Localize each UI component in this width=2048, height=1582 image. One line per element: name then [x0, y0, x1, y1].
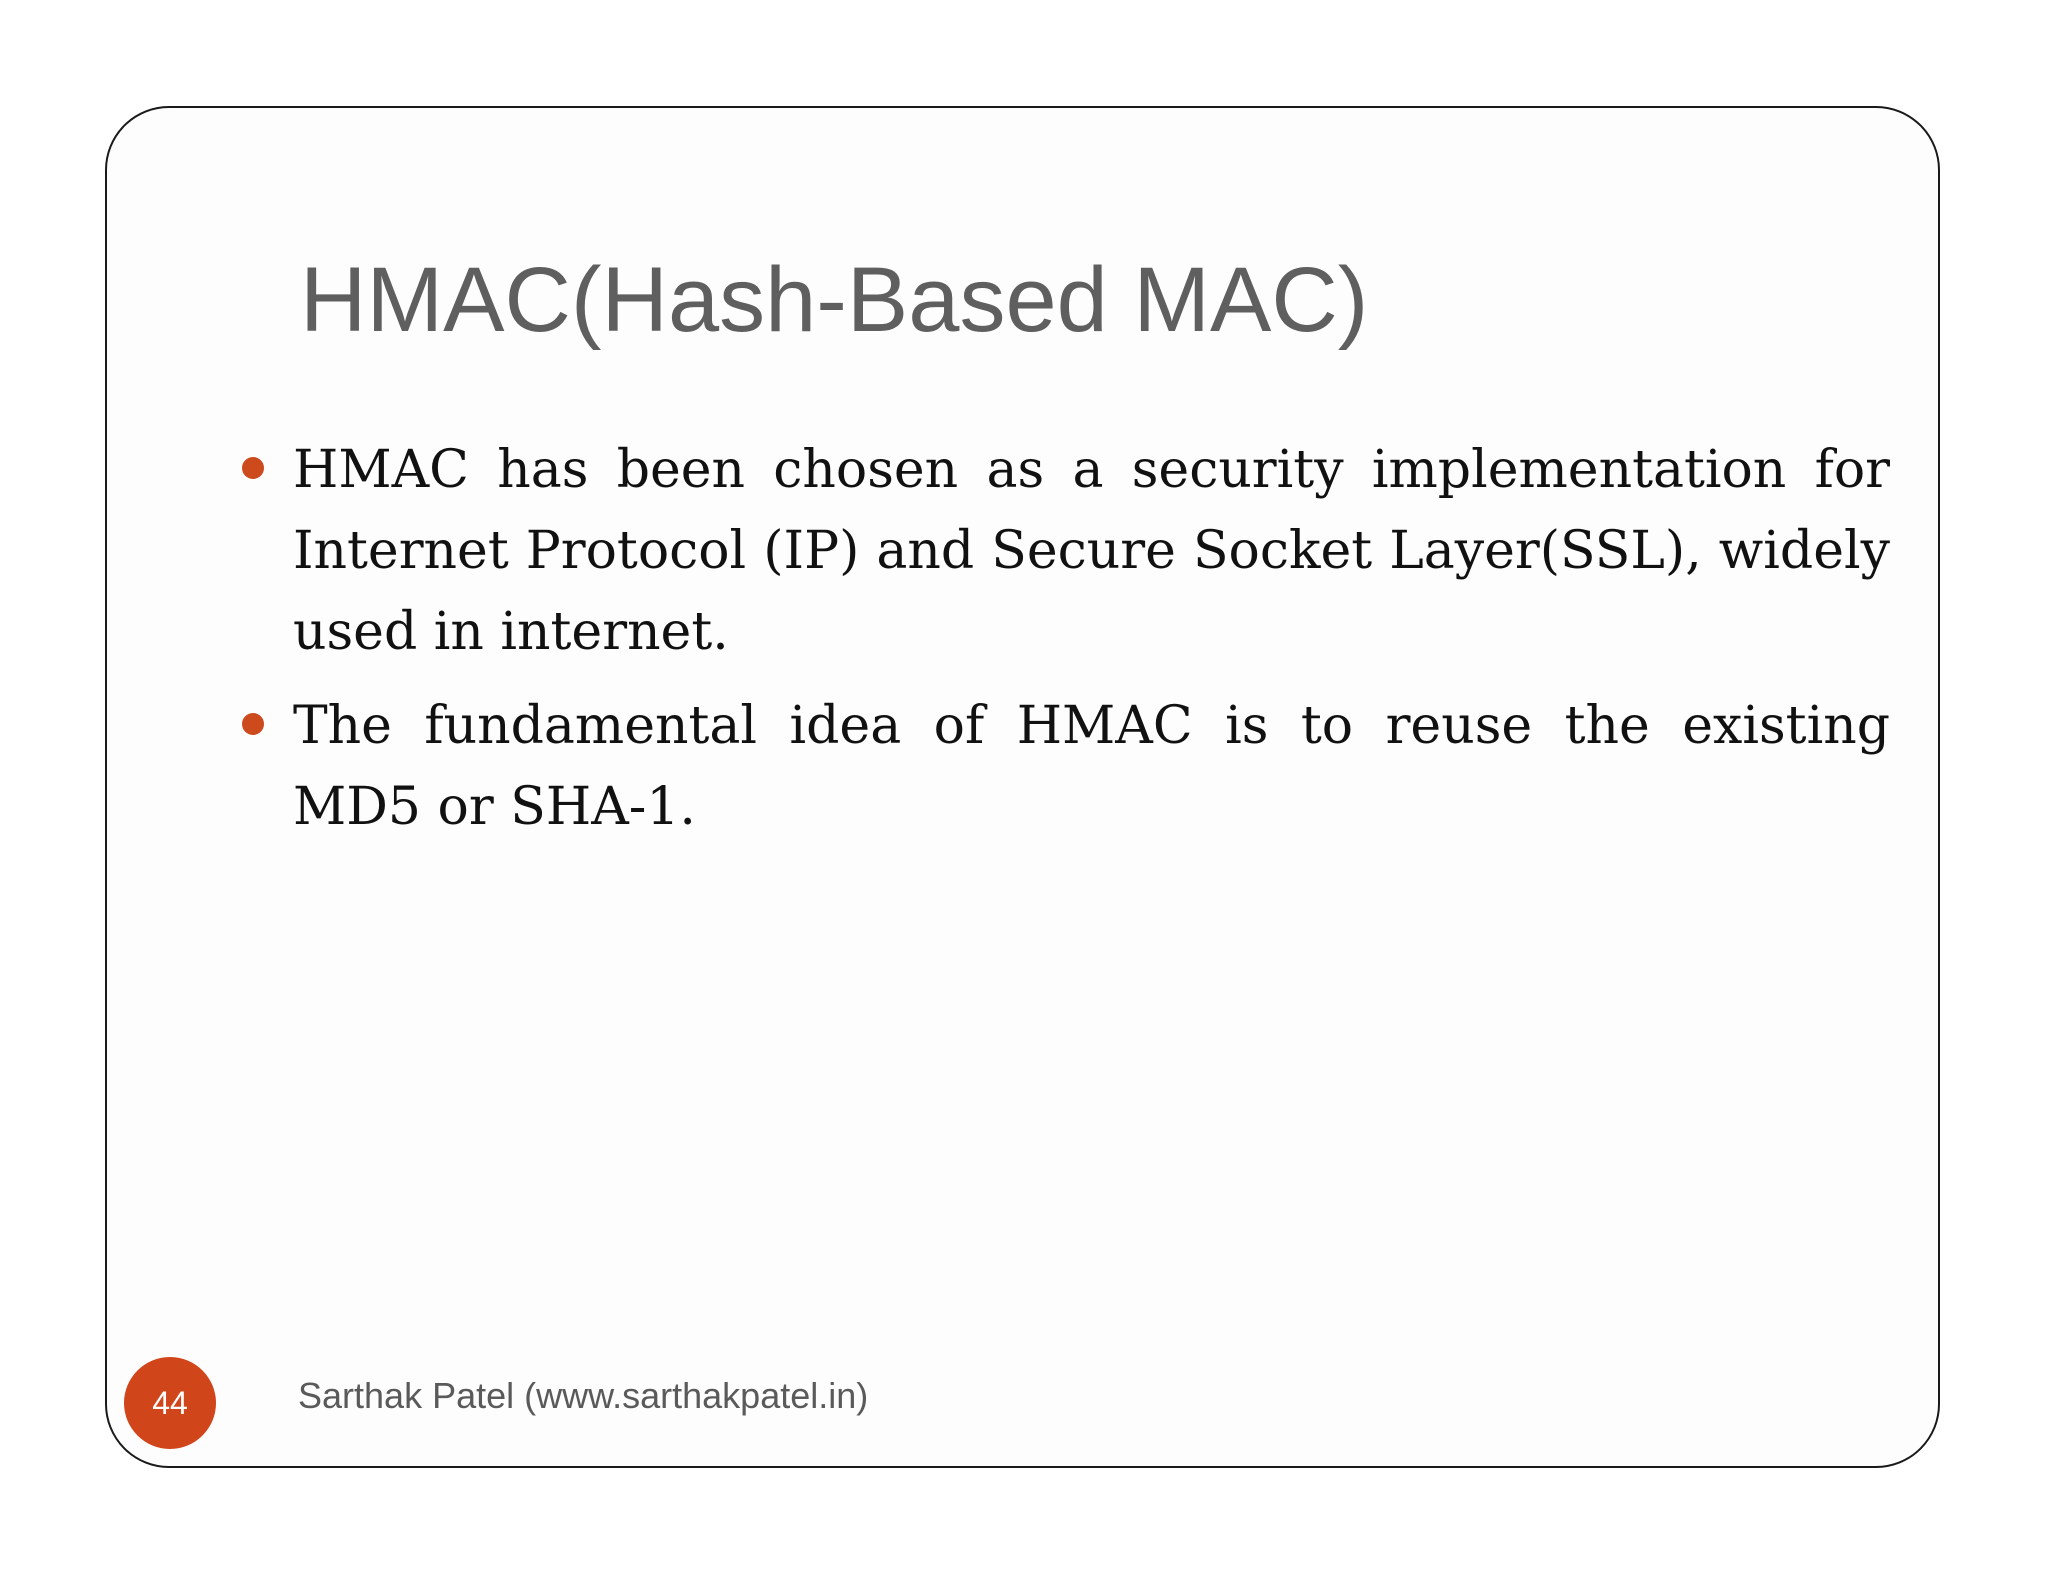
- bullet-list: [238, 430, 1890, 861]
- page-number: 44: [152, 1384, 188, 1421]
- footer-credit: Sarthak Patel (www.sarthakpatel.in): [298, 1375, 869, 1416]
- bullet-text: HMAC has been chosen as a security implementation for Internet Protocol (IP) and Secure Socket Layer(SSL), widely used in internet.: [293, 440, 1890, 662]
- bullet-dot-icon: [242, 713, 264, 735]
- bullet-dot-icon: [242, 457, 264, 479]
- bullet-item: [238, 686, 1890, 848]
- slide-title: HMAC(Hash-Based MAC): [300, 249, 1369, 351]
- page-number-badge: [124, 1357, 216, 1449]
- bullet-text: The fundamental idea of HMAC is to reuse the existing MD5 or SHA-1.: [293, 696, 1890, 837]
- bullet-item: [238, 430, 1890, 673]
